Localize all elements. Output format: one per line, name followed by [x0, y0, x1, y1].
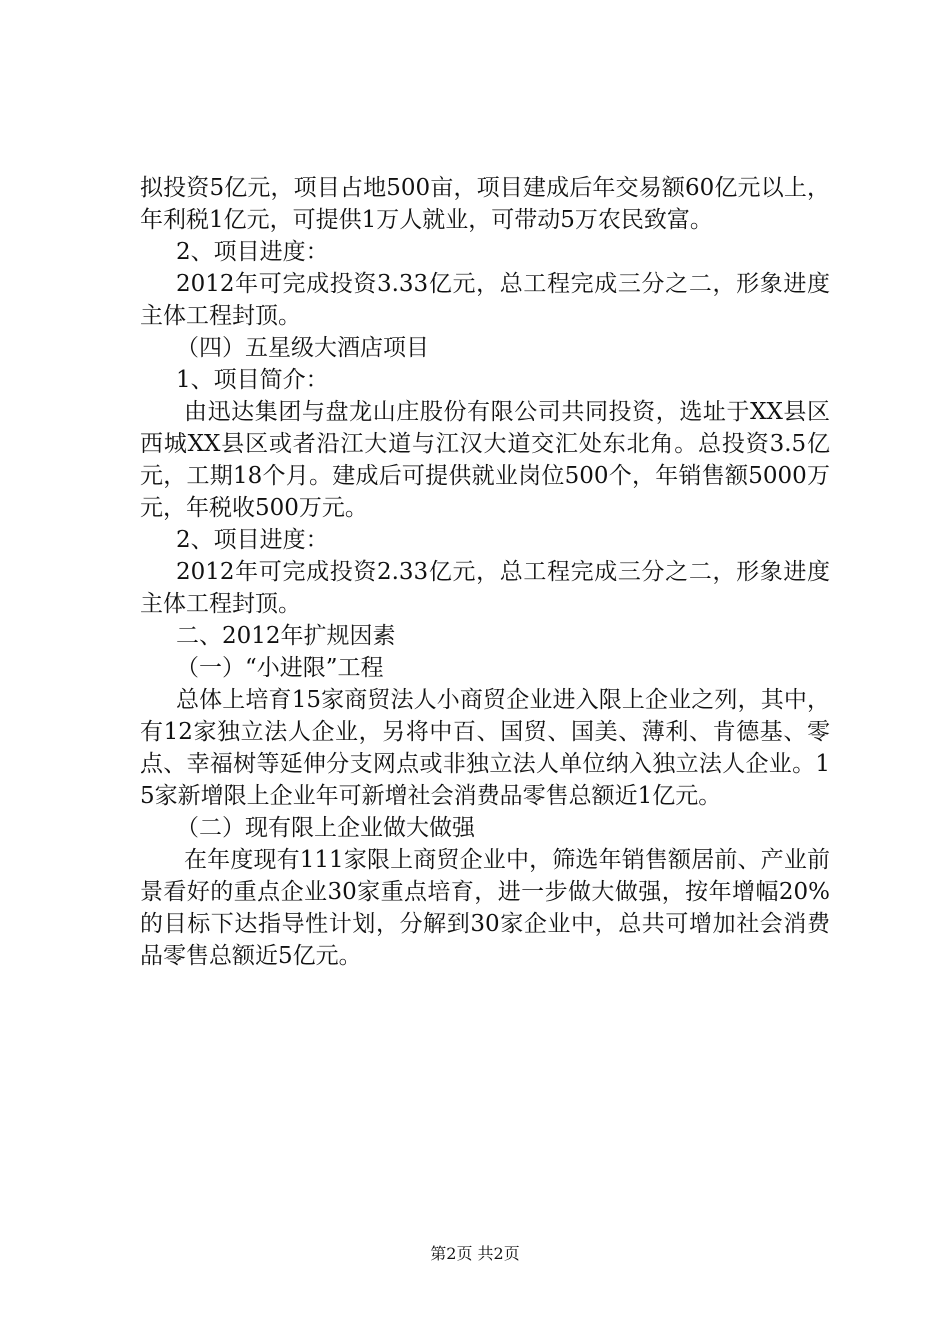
heading-grow-existing: （二）现有限上企业做大做强: [176, 815, 475, 841]
heading-project-progress-2: 2、项目进度：: [176, 527, 329, 553]
paragraph-small-to-large: 总体上培育15家商贸法人小商贸企业进入限上企业之列，其中，有12家独立法人企业，另将中百、国贸、国美、薄利、肯德基、零点、幸福树等延伸分支网点或非独立法人单位纳入独立法人企业。15家新增限上企业年可新增社会消费品零售总额近1亿元。: [140, 687, 830, 809]
heading-expansion-factors: 二、2012年扩规因素: [176, 623, 396, 649]
heading-hotel-project: （四）五星级大酒店项目: [176, 335, 429, 361]
paragraph-grow-existing: 在年度现有111家限上商贸企业中，筛选年销售额居前、产业前景看好的重点企业30家重点培育，进一步做大做强，按年增幅20%的目标下达指导性计划，分解到30家企业中，总共可增加社会消费品零售总额近5亿元。: [140, 847, 830, 969]
page-footer: 第2页 共2页: [430, 1244, 520, 1263]
document-body: [140, 172, 830, 972]
heading-small-to-large: （一）“小进限”工程: [176, 655, 384, 681]
paragraph-investment-summary: 拟投资5亿元，项目占地500亩，项目建成后年交易额60亿元以上，年利税1亿元，可提供1万人就业，可带动5万农民致富。: [140, 175, 830, 233]
heading-project-progress: 2、项目进度：: [176, 239, 329, 265]
paragraph-hotel-progress: 2012年可完成投资2.33亿元，总工程完成三分之二，形象进度主体工程封顶。: [140, 559, 830, 617]
paragraph-hotel-intro: 由迅达集团与盘龙山庄股份有限公司共同投资，选址于XX县区西城XX县区或者沿江大道与江汉大道交汇处东北角。总投资3.5亿元，工期18个月。建成后可提供就业岗位500个，年销售额5000万元，年税收500万元。: [140, 399, 830, 521]
heading-project-intro: 1、项目简介：: [176, 367, 329, 393]
paragraph-progress-2012: 2012年可完成投资3.33亿元，总工程完成三分之二，形象进度主体工程封顶。: [140, 271, 830, 329]
